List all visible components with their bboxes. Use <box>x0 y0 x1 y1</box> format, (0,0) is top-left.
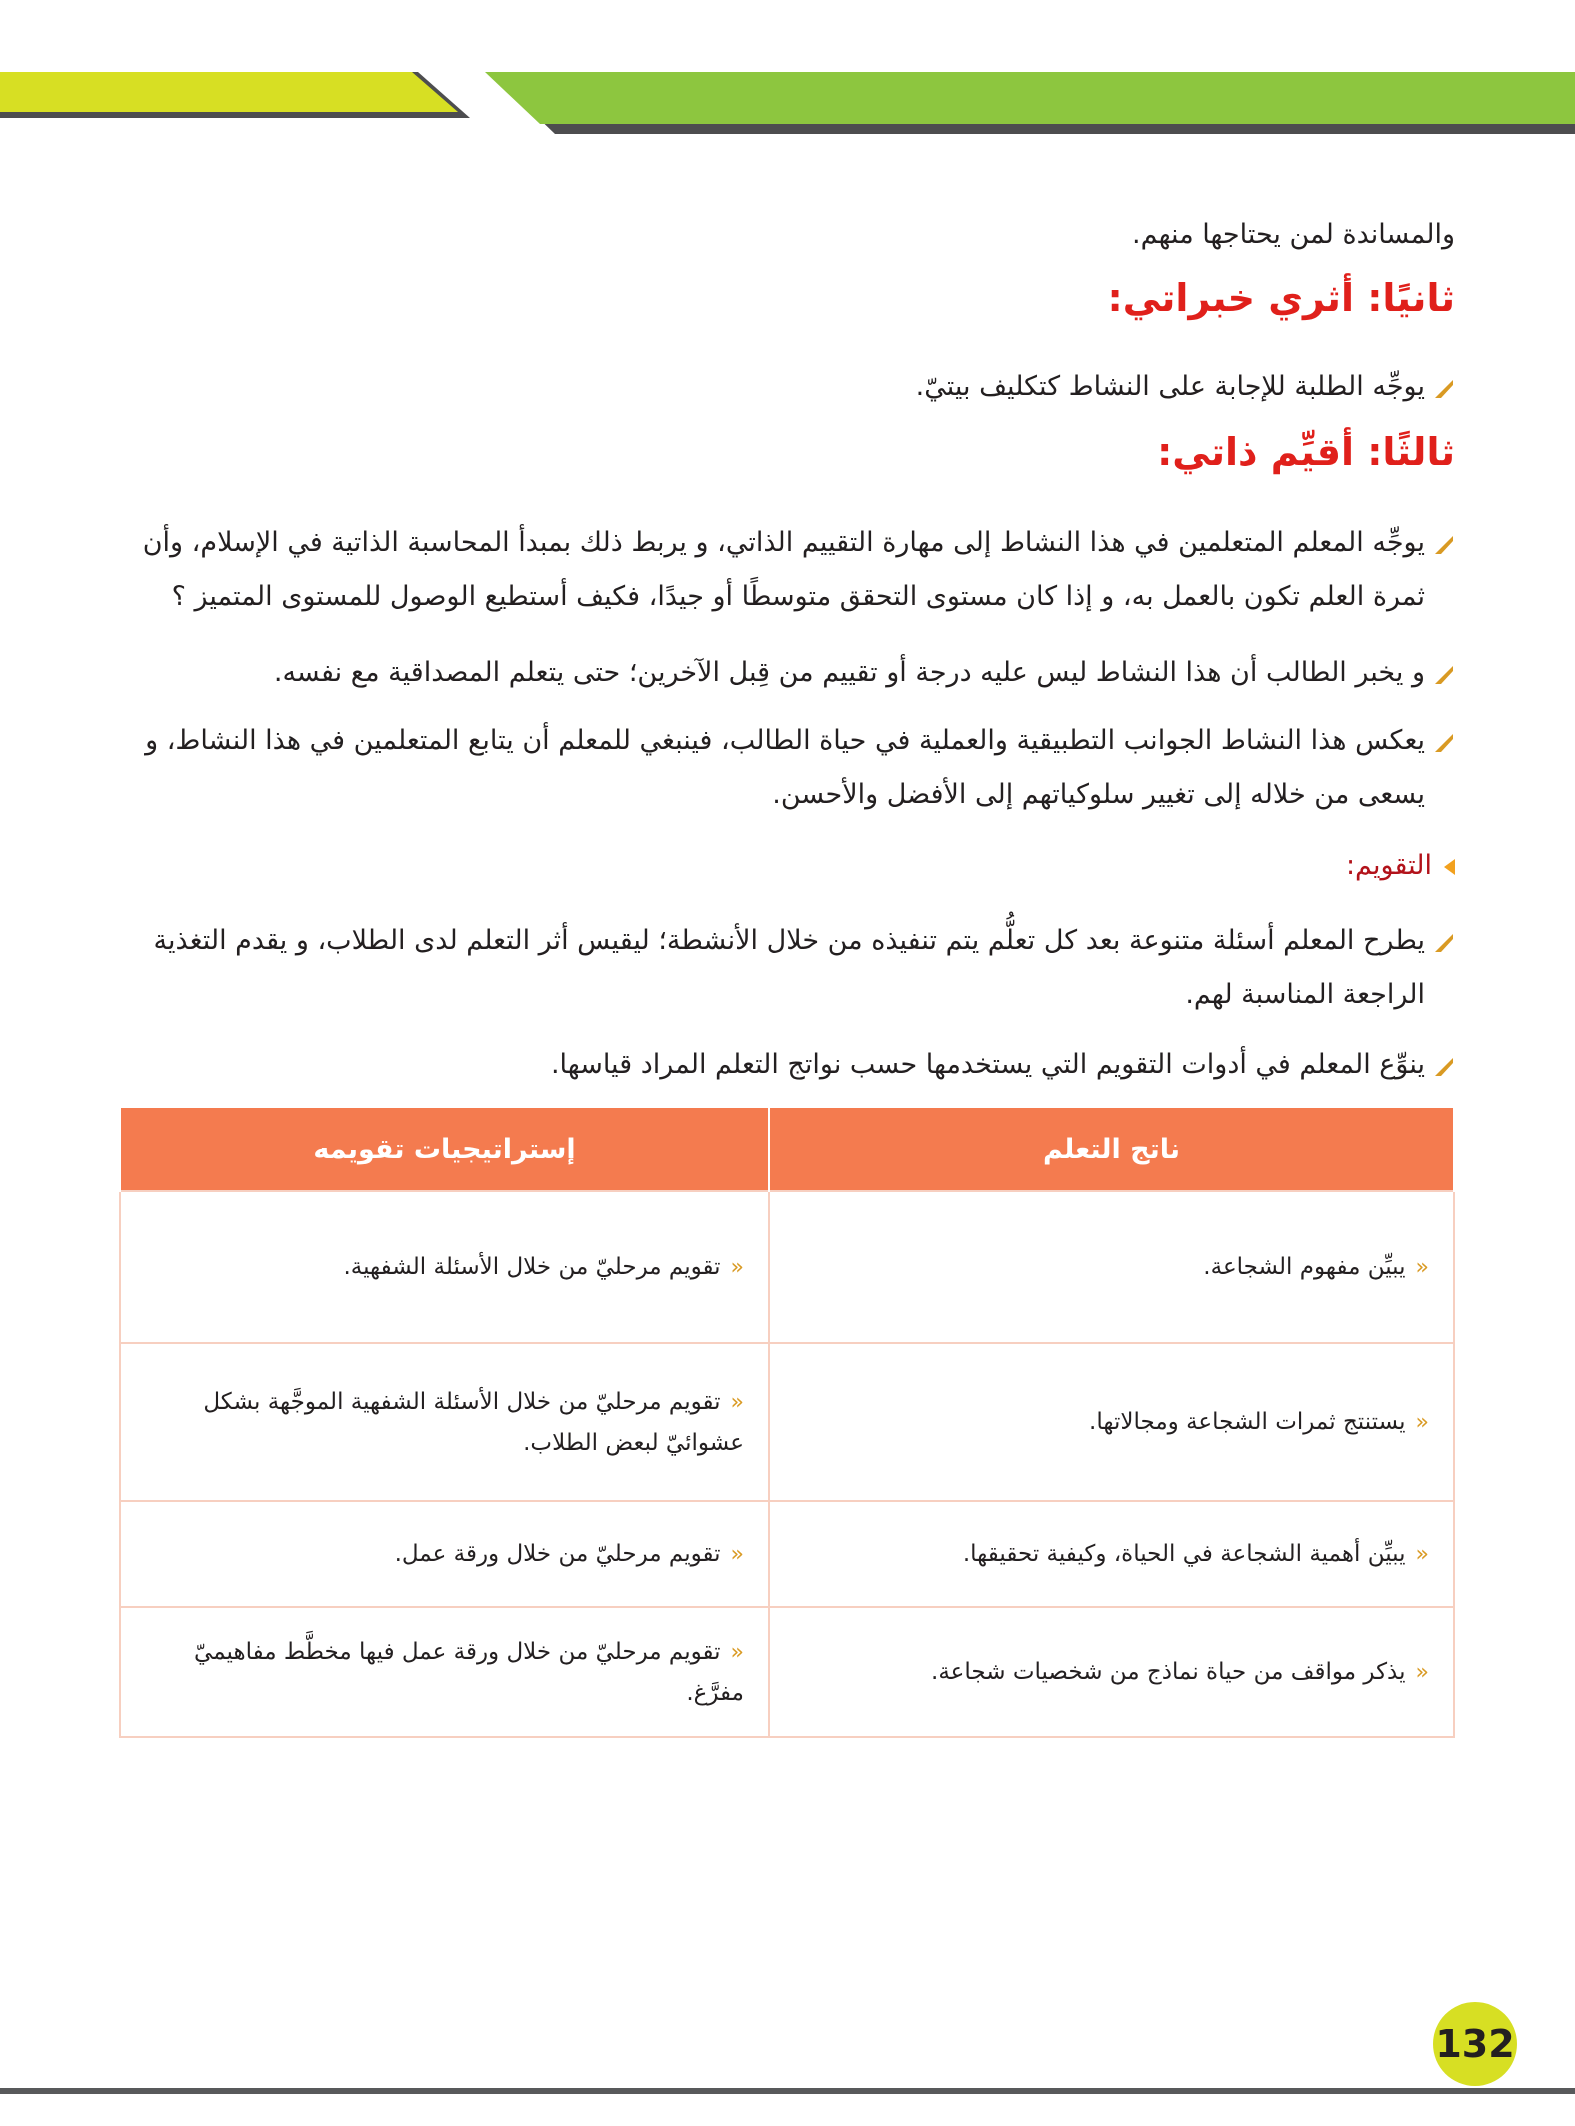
quote-marker: « <box>1415 1254 1429 1280</box>
quote-marker: « <box>1415 1659 1429 1685</box>
evaluation-bullet-1-text: يطرح المعلم أسئلة متنوعة بعد كل تعلُّم يتم تنفيذه من خلال الأنشطة؛ ليقيس أثر التعلم لدى الطلاب، و يقدم التغذية الراجعة المناسبة لهم. <box>153 925 1425 1010</box>
table-header-outcome: ناتج التعلم <box>769 1108 1454 1191</box>
table-row <box>120 1501 1454 1607</box>
quote-marker: « <box>730 1389 744 1415</box>
arrowhead-bullet-icon <box>1433 534 1455 556</box>
table-row <box>120 1607 1454 1737</box>
quote-marker: « <box>730 1639 744 1665</box>
section3-bullet-3 <box>120 714 1455 822</box>
table-cell-outcome <box>769 1191 1454 1343</box>
quote-marker: « <box>1415 1409 1429 1435</box>
cell-text: يستنتج ثمرات الشجاعة ومجالاتها. <box>1089 1408 1406 1435</box>
section3-bullet-2-text: و يخبر الطالب أن هذا النشاط ليس عليه درجة أو تقييم من قِبل الآخرين؛ حتى يتعلم المصداقية مع نفسه. <box>273 657 1425 688</box>
section2-title: ثانيًا: أثري خبراتي: <box>1107 276 1455 320</box>
cell-text: تقويم مرحليّ من خلال ورقة عمل فيها مخطَّط مفاهيميّ مفرَّغ. <box>194 1638 744 1706</box>
intro-line: والمساندة لمن يحتاجها منهم. <box>1132 219 1455 250</box>
arrowhead-bullet-icon <box>1433 664 1455 686</box>
cell-text: يذكر مواقف من حياة نماذج من شخصيات شجاعة. <box>931 1658 1406 1685</box>
evaluation-bullet-2 <box>120 1038 1455 1092</box>
header-yellow-fill <box>0 72 458 112</box>
quote-marker: « <box>730 1254 744 1280</box>
section3-bullet-2 <box>120 646 1455 700</box>
table-header-strategy: إستراتيجيات تقويمه <box>120 1108 769 1191</box>
table-cell-strategy <box>120 1191 769 1343</box>
evaluation-bullet-1 <box>120 914 1455 1022</box>
table-cell-outcome <box>769 1343 1454 1501</box>
table-cell-outcome <box>769 1607 1454 1737</box>
arrowhead-bullet-icon <box>1433 932 1455 954</box>
header-green-stripe <box>485 72 1575 124</box>
cell-text: يبيِّن مفهوم الشجاعة. <box>1203 1253 1406 1280</box>
quote-marker: « <box>730 1541 744 1567</box>
page-number-badge <box>1433 2002 1517 2086</box>
arrowhead-bullet-icon <box>1433 378 1455 400</box>
table-row <box>120 1343 1454 1501</box>
intro-line-block <box>120 208 1455 262</box>
table-cell-strategy <box>120 1607 769 1737</box>
table-cell-strategy <box>120 1343 769 1501</box>
evaluation-bullet-2-text: ينوِّع المعلم في أدوات التقويم التي يستخدمها حسب نواتج التعلم المراد قياسها. <box>550 1049 1425 1080</box>
section3-bullet-3-text: يعكس هذا النشاط الجوانب التطبيقية والعملية في حياة الطالب، فينبغي للمعلم أن يتابع المتعلمين في هذا النشاط، و يسعى من خلاله إلى تغيير سلوكياتهم إلى الأفضل والأحسن. <box>145 725 1425 810</box>
table-header-row <box>120 1108 1454 1191</box>
page-number: 132 <box>1435 2022 1515 2066</box>
evaluation-title: التقويم: <box>1345 850 1432 881</box>
arrowhead-bullet-icon <box>1433 732 1455 754</box>
cell-text: تقويم مرحليّ من خلال الأسئلة الشفهية. <box>343 1253 721 1280</box>
arrowhead-bullet-icon <box>1433 1056 1455 1078</box>
footer-line <box>0 2088 1575 2094</box>
section2-bullet-1 <box>120 360 1455 414</box>
triangle-marker-icon <box>1444 859 1455 875</box>
section3-bullet-1 <box>120 516 1455 624</box>
cell-text: تقويم مرحليّ من خلال ورقة عمل. <box>394 1540 721 1567</box>
section3-bullet-1-text: يوجِّه المعلم المتعلمين في هذا النشاط إلى مهارة التقييم الذاتي، و يربط ذلك بمبدأ المحاسبة الذاتية في الإسلام، وأن ثمرة العلم تكون بالعمل به، و إذا كان مستوى التحقق متوسطًا أو جيدًا، فكيف أستطيع الوصول للمستوى المتميز ؟ <box>142 527 1425 612</box>
section3-title: ثالثًا: أقيِّم ذاتي: <box>1157 430 1455 474</box>
evaluation-table <box>119 1108 1455 1738</box>
section2-bullet-1-text: يوجِّه الطلبة للإجابة على النشاط كتكليف بيتيّ. <box>915 371 1425 402</box>
cell-text: تقويم مرحليّ من خلال الأسئلة الشفهية الموجَّهة بشكل عشوائيّ لبعض الطلاب. <box>203 1388 744 1456</box>
header-band <box>0 0 1575 140</box>
cell-text: يبيِّن أهمية الشجاعة في الحياة، وكيفية تحقيقها. <box>962 1540 1406 1567</box>
quote-marker: « <box>1415 1541 1429 1567</box>
table-row <box>120 1191 1454 1343</box>
table-cell-outcome <box>769 1501 1454 1607</box>
evaluation-title-row <box>1346 850 1455 881</box>
table-cell-strategy <box>120 1501 769 1607</box>
